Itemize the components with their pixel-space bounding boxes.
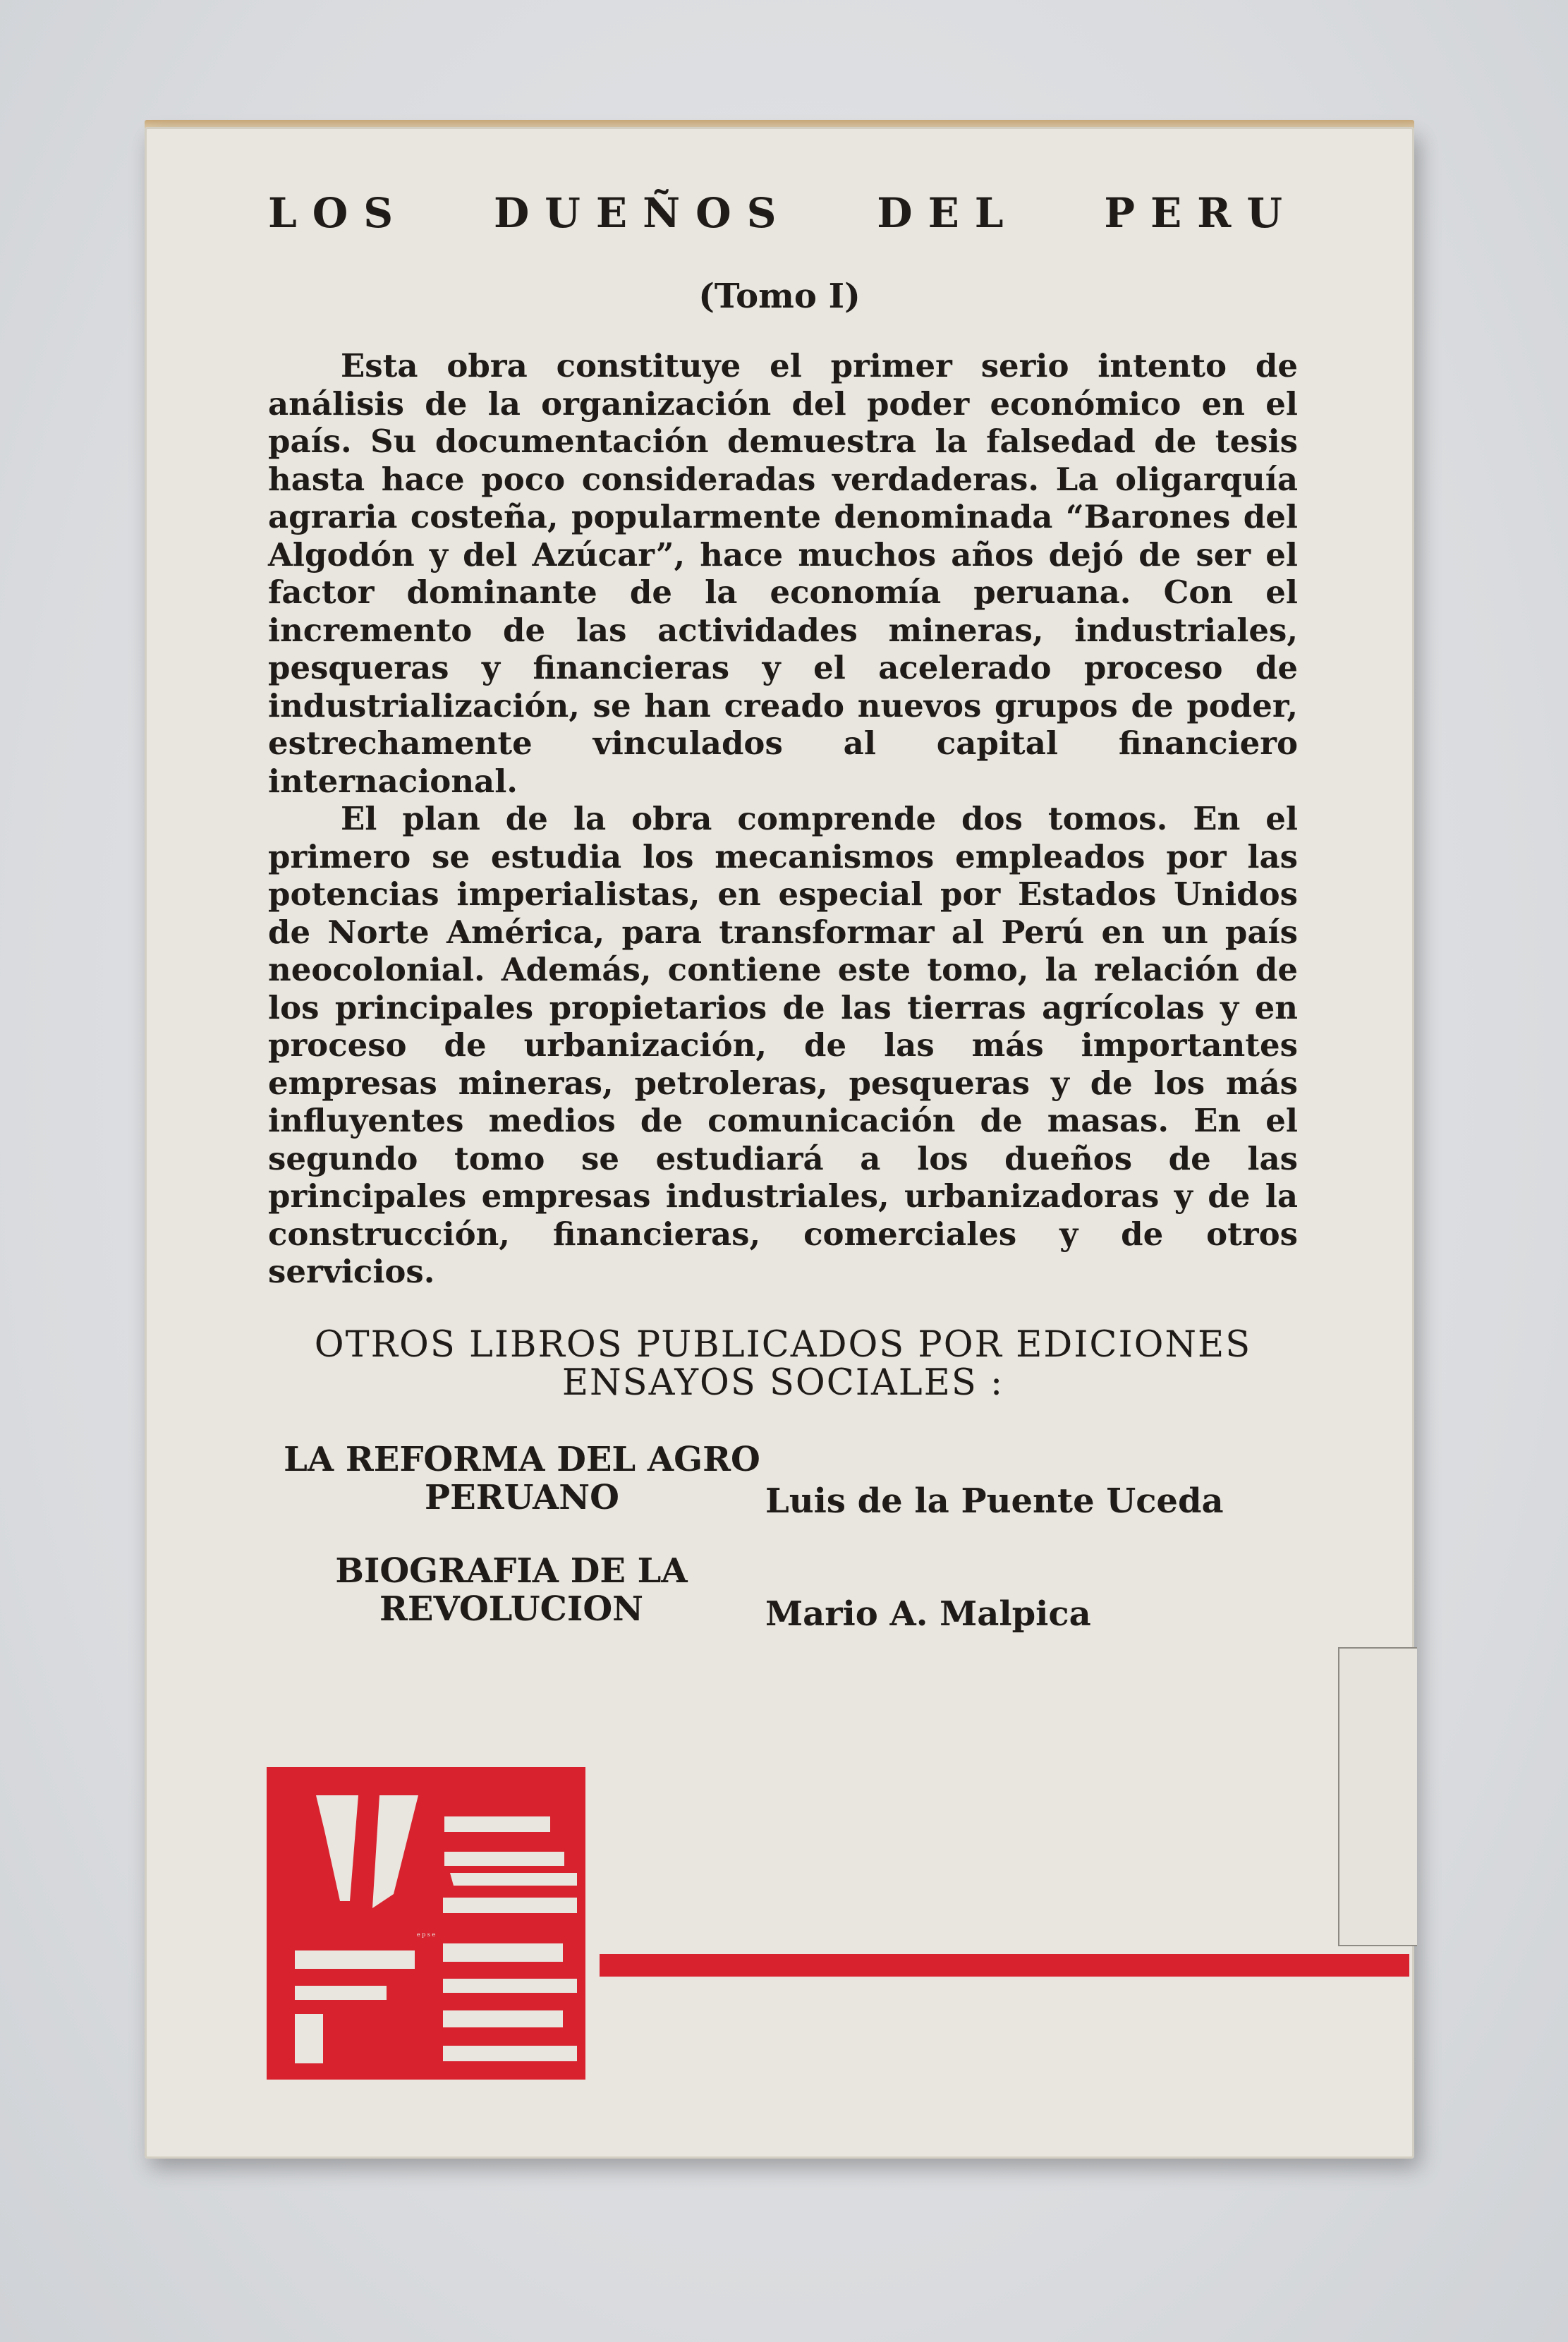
other-book-title [314, 1552, 709, 1628]
title-word: DEL [877, 189, 1019, 237]
title-word: PERU [1104, 189, 1298, 237]
title-word: DUEÑOS [493, 189, 792, 237]
description [268, 347, 1298, 1291]
library-label-sticker [1338, 1647, 1417, 1946]
book-title-line: REVOLUCION [379, 1589, 643, 1629]
book-title-line: PERUANO [425, 1478, 619, 1517]
book-title-line: LA REFORMA DEL AGRO [284, 1440, 760, 1479]
logo-text: e p s e [416, 1931, 436, 1938]
description-paragraph: El plan de la obra comprende dos tomos. En el primero se estudia los mecanismos empleados por las potencias imperialistas, en especial por Estados Unidos de Norte América, para transformar al Perú en un país neocolonial. Además, contiene este tomo, la relación de los principales propietarios de las tierras agrícolas y en proceso de urbanización, de las más importantes empresas mineras, petroleras, pesqueras y de los más influyentes medios de comunicación de masas. En el segundo tomo se estudiará a los dueños de las principales empresas industriales, urbanizadoras y de la construcción, financieras, comerciales y de otros servicios. [268, 800, 1298, 1290]
heading-line: ENSAYOS SOCIALES : [561, 1362, 1004, 1404]
book-title-line: BIOGRAFIA DE LA [335, 1551, 688, 1591]
publisher-logo [267, 1767, 585, 2080]
other-book-author: Mario A. Malpica [765, 1594, 1091, 1634]
volume-subtitle: (Tomo I) [698, 277, 861, 316]
description-paragraph: Esta obra constituye el primer serio intento de análisis de la organización del poder económico en el país. Su documentación demuestra la falsedad de tesis hasta hace poco consideradas verdaderas. La oligarquía agraria costeña, popularmente denominada “Barones del Algodón y del Azúcar”, hace muchos años dejó de ser el factor dominante de la economía peruana. Con el incremento de las actividades mineras, industriales, pesqueras y financieras y el acelerado proceso de industrialización, se han creado nuevos grupos de poder, estrechamente vinculados al capital financiero internacional. [268, 347, 1298, 800]
heading-line: OTROS LIBROS PUBLICADOS POR EDICIONES [314, 1324, 1252, 1366]
book-title [268, 189, 1298, 237]
red-rule [600, 1954, 1409, 1977]
other-book-title [268, 1440, 776, 1517]
title-word: LOS [268, 189, 409, 237]
other-book-author: Luis de la Puente Uceda [765, 1481, 1224, 1521]
other-books-heading [268, 1326, 1298, 1402]
